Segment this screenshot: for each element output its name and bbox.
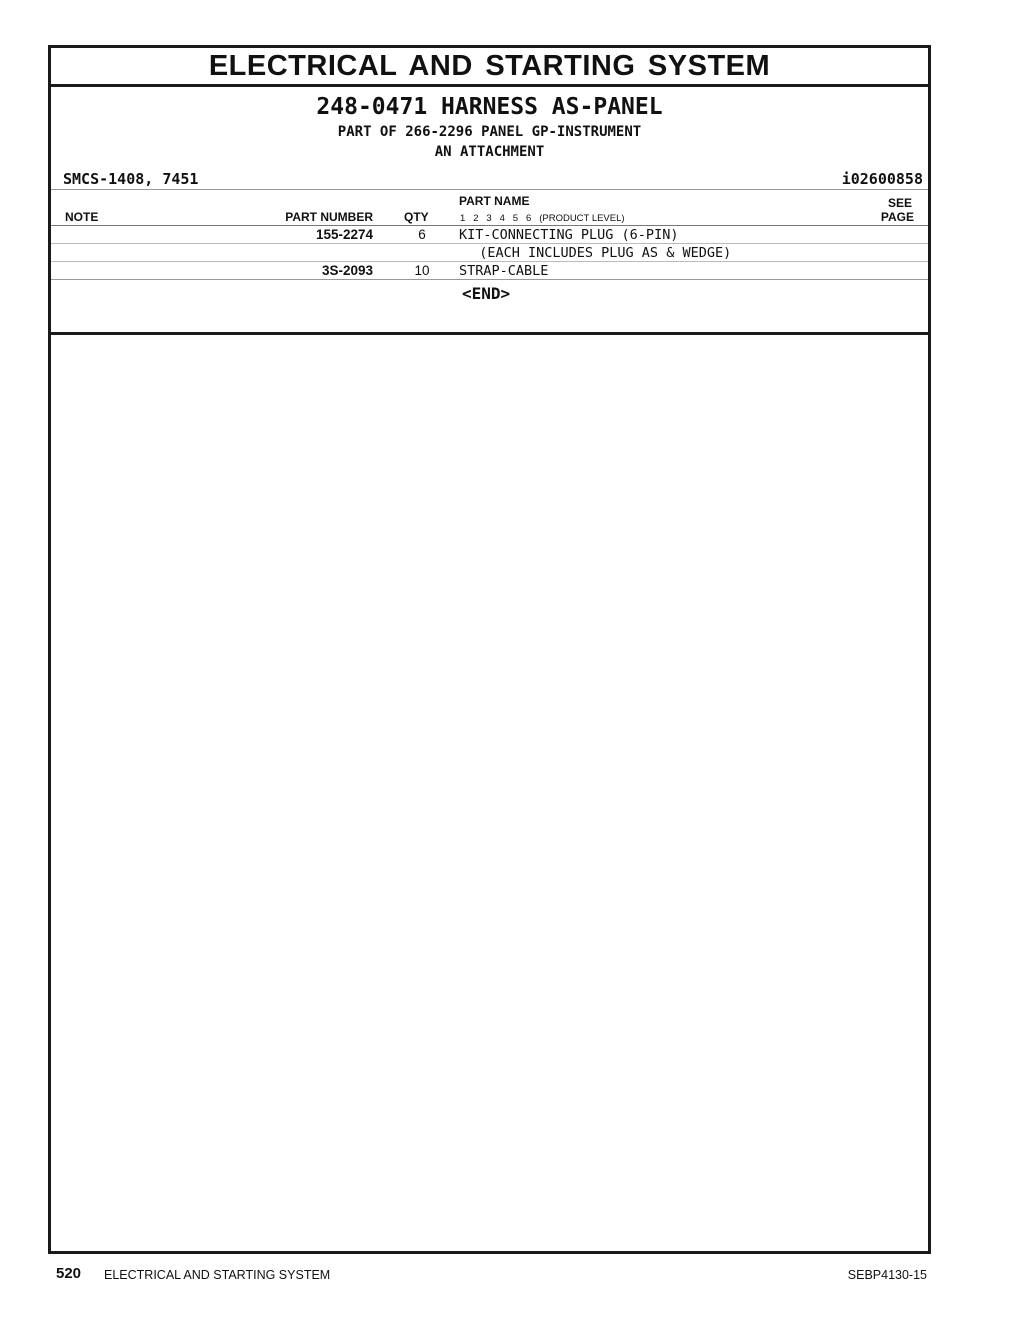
header-part-number: PART NUMBER bbox=[285, 210, 373, 224]
section-title: ELECTRICAL AND STARTING SYSTEM bbox=[51, 48, 928, 87]
qty: 10 bbox=[414, 263, 430, 278]
section-bottom-rule bbox=[51, 332, 928, 335]
header-part-name: PART NAME bbox=[459, 194, 530, 208]
illustration-id: i02600858 bbox=[841, 170, 923, 188]
footer-doc-id: SEBP4130-15 bbox=[847, 1268, 927, 1282]
header-rule bbox=[51, 225, 928, 226]
header-note: NOTE bbox=[65, 210, 99, 224]
smcs-code: SMCS-1408, 7451 bbox=[63, 170, 199, 188]
group-title: 248-0471 HARNESS AS-PANEL bbox=[316, 94, 663, 120]
header-qty: QTY bbox=[404, 210, 429, 224]
page-frame bbox=[48, 45, 931, 1254]
row-divider bbox=[51, 279, 928, 280]
part-of-line: PART OF 266-2296 PANEL GP-INSTRUMENT bbox=[337, 124, 642, 140]
part-name: KIT-CONNECTING PLUG (6-PIN) bbox=[459, 227, 679, 243]
header-top-rule bbox=[51, 189, 928, 190]
row-divider bbox=[51, 243, 928, 244]
qty: 6 bbox=[418, 227, 426, 242]
footer-section: ELECTRICAL AND STARTING SYSTEM bbox=[104, 1268, 331, 1282]
end-marker: <END> bbox=[462, 284, 511, 303]
header-product-level: 1 2 3 4 5 6 (PRODUCT LEVEL) bbox=[460, 213, 625, 224]
attachment-line: AN ATTACHMENT bbox=[434, 144, 545, 160]
row-divider bbox=[51, 261, 928, 262]
part-number: 155-2274 bbox=[315, 227, 373, 242]
header-see: SEE bbox=[887, 196, 912, 210]
part-number: 3S-2093 bbox=[321, 263, 373, 278]
part-name-note: (EACH INCLUDES PLUG AS & WEDGE) bbox=[463, 245, 732, 261]
page-number: 520 bbox=[56, 1265, 82, 1282]
part-name: STRAP-CABLE bbox=[459, 263, 549, 279]
header-page: PAGE bbox=[880, 210, 914, 224]
